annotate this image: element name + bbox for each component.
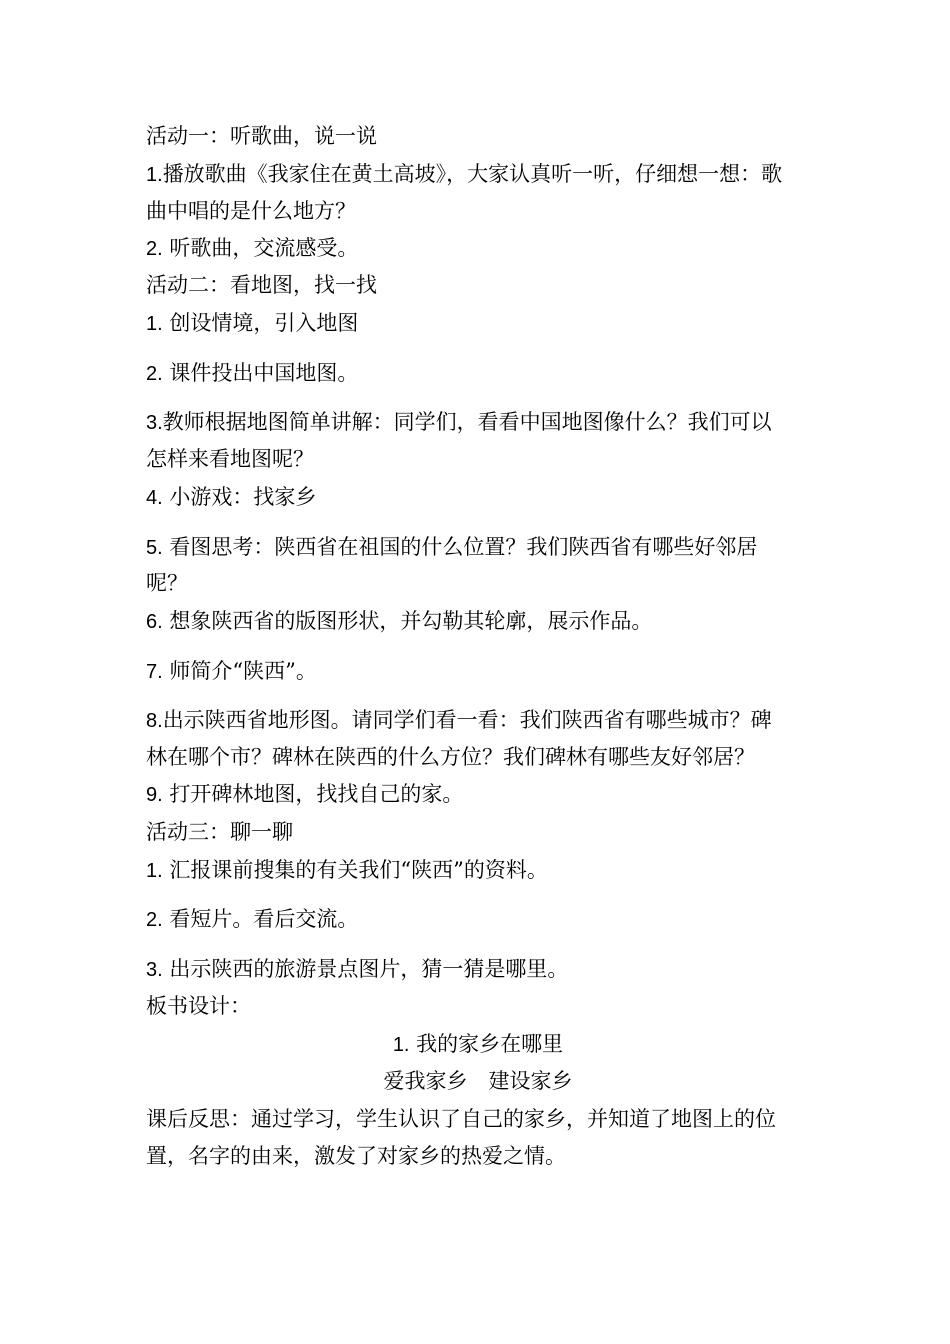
item-number: 9. <box>146 784 163 806</box>
list-item <box>146 706 810 735</box>
item-number: 1. <box>146 313 163 335</box>
item-continuation: 曲中唱的是什么地方？ <box>146 199 356 223</box>
item-text: 出示陕西省地形图。请同学们看一看：我们陕西省有哪些城市？碑 <box>162 708 772 732</box>
item-number: 4. <box>146 487 163 509</box>
list-item <box>146 309 810 338</box>
item-number: 5. <box>146 537 163 559</box>
item-text: 创设情境，引入地图 <box>162 311 359 335</box>
list-item <box>146 657 810 686</box>
item-number: 6. <box>146 611 163 633</box>
board-line-1 <box>146 1030 810 1059</box>
item-number: 3. <box>146 959 163 981</box>
item-text: 出示陕西的旅游景点图片，猜一猜是哪里。 <box>162 957 569 981</box>
item-continuation: 呢？ <box>146 571 188 595</box>
list-item <box>146 160 810 189</box>
item-text: 汇报课前搜集的有关我们“陕西”的资料。 <box>162 858 548 882</box>
item-continuation: 怎样来看地图呢？ <box>146 447 314 471</box>
reflection-line-2: 置，名字的由来，激发了对家乡的热爱之情。 <box>146 1144 566 1168</box>
item-number: 2. <box>146 363 163 385</box>
item-text: 打开碑林地图，找找自己的家。 <box>162 782 464 806</box>
list-item <box>146 905 810 934</box>
item-number: 8. <box>146 710 163 732</box>
activity1-heading: 活动一：听歌曲，说一说 <box>146 124 377 148</box>
list-item <box>146 955 810 984</box>
item-number: 2. <box>146 238 163 260</box>
item-number: 2. <box>146 909 163 931</box>
item-text: 师简介“陕西”。 <box>162 659 317 683</box>
reflection-line-1: 课后反思：通过学习，学生认识了自己的家乡，并知道了地图上的位 <box>146 1107 776 1131</box>
item-number: 1. <box>146 860 163 882</box>
item-number: 7. <box>146 661 163 683</box>
item-text: 看图思考：陕西省在祖国的什么位置？我们陕西省有哪些好邻居 <box>162 535 758 559</box>
item-text: 想象陕西省的版图形状，并勾勒其轮廓，展示作品。 <box>162 609 653 633</box>
list-item <box>146 408 810 437</box>
board-title: 我的家乡在哪里 <box>409 1032 564 1056</box>
item-text: 看短片。看后交流。 <box>162 907 359 931</box>
item-text: 播放歌曲《我家住在黄土高坡》，大家认真听一听，仔细想一想：歌 <box>162 162 783 186</box>
list-item <box>146 234 810 263</box>
list-item <box>146 607 810 636</box>
item-text: 教师根据地图简单讲解：同学们，看看中国地图像什么？我们可以 <box>162 410 772 434</box>
list-item <box>146 483 810 512</box>
activity2-heading: 活动二：看地图，找一找 <box>146 273 377 297</box>
item-text: 小游戏：找家乡 <box>162 485 317 509</box>
board-line-2: 爱我家乡 建设家乡 <box>383 1069 573 1093</box>
list-item <box>146 856 810 885</box>
item-text: 课件投出中国地图。 <box>162 361 359 385</box>
list-item <box>146 780 810 809</box>
item-number: 3. <box>146 412 163 434</box>
item-number: 1. <box>146 164 163 186</box>
board-heading: 板书设计： <box>146 994 251 1018</box>
list-item <box>146 359 810 388</box>
item-continuation: 林在哪个市？碑林在陕西的什么方位？我们碑林有哪些友好邻居？ <box>146 745 755 769</box>
item-number: 1. <box>392 1034 410 1056</box>
list-item <box>146 533 810 562</box>
activity3-heading: 活动三：聊一聊 <box>146 820 293 844</box>
item-text: 听歌曲，交流感受。 <box>162 236 359 260</box>
